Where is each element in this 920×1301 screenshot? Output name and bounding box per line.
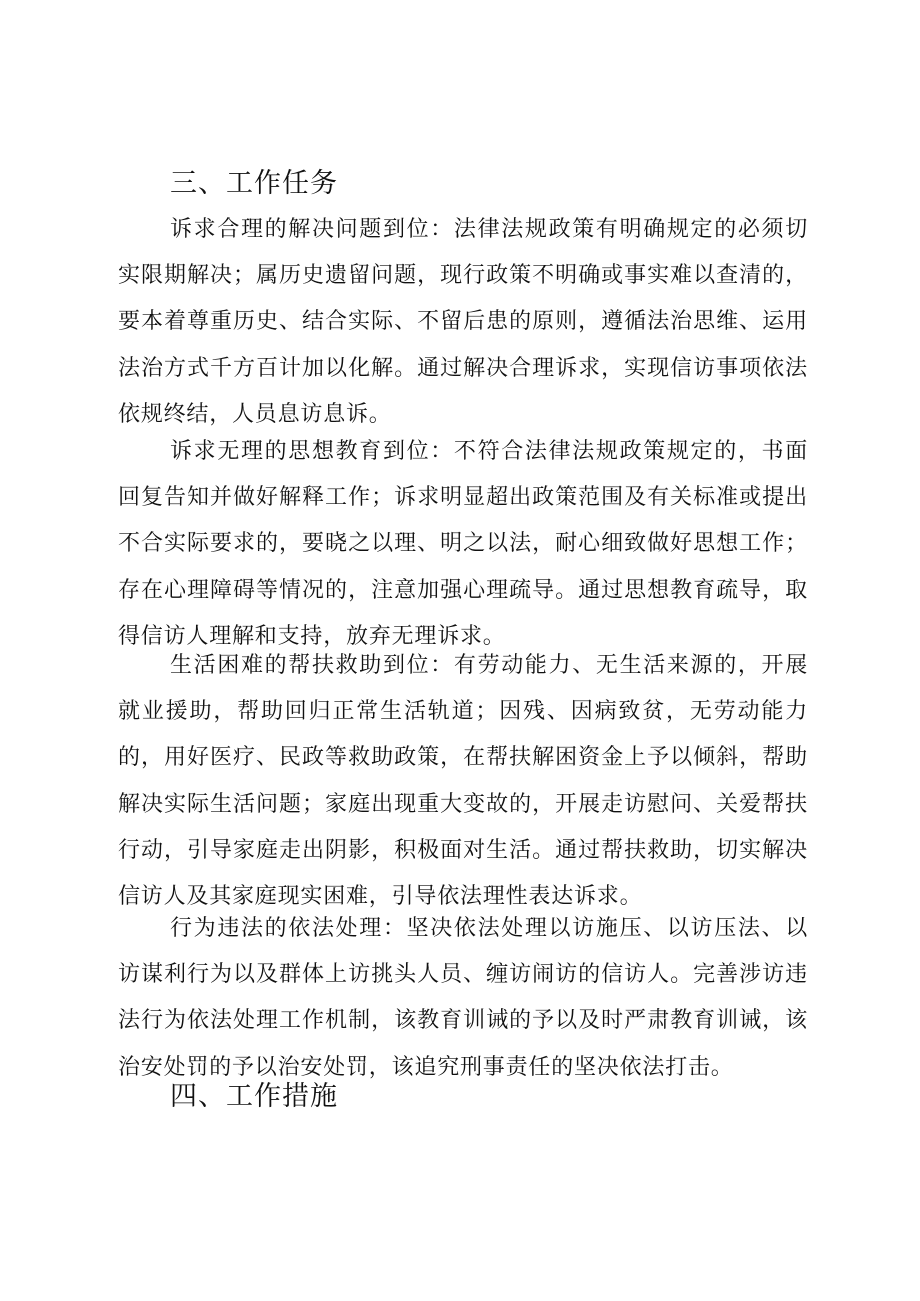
paragraph-illegal-conduct: 行为违法的依法处理：坚决依法处理以访施压、以访压法、以访谋利行为以及群体上访挑头人员、缠访闹访的信访人。完善涉访违法行为依法处理工作机制，该教育训诫的予以及时严肃教育训诫，该治安处罚的予以治安处罚，该追究刑事责任的坚决依法打击。 <box>118 916 808 1080</box>
section-heading-measures: 四、工作措施 <box>170 1081 338 1112</box>
paragraph-hardship-assistance: 生活困难的帮扶救助到位：有劳动能力、无生活来源的，开展就业援助，帮助回归正常生活轨道；因残、因病致贫，无劳动能力的，用好医疗、民政等救助政策，在帮扶解困资金上予以倾斜，帮助解决实际生活问题；家庭出现重大变故的，开展走访慰问、关爱帮扶行动，引导家庭走出阴影，积极面对生活。通过帮扶救助，切实解决信访人及其家庭现实困难，引导依法理性表达诉求。 <box>118 653 808 910</box>
paragraph-reasonable-claims: 诉求合理的解决问题到位：法律法规政策有明确规定的必须切实限期解决；属历史遗留问题，现行政策不明确或事实难以查清的，要本着尊重历史、结合实际、不留后患的原则，遵循法治思维、运用法治方式千方百计加以化解。通过解决合理诉求，实现信访事项依法依规终结，人员息访息诉。 <box>118 217 808 427</box>
section-heading-tasks: 三、工作任务 <box>170 168 338 199</box>
paragraph-unreasonable-claims: 诉求无理的思想教育到位：不符合法律法规政策规定的，书面回复告知并做好解释工作；诉求明显超出政策范围及有关标准或提出不合实际要求的，要晓之以理、明之以法，耐心细致做好思想工作；存在心理障碍等情况的，注意加强心理疏导。通过思想教育疏导，取得信访人理解和支持，放弃无理诉求。 <box>118 439 808 649</box>
